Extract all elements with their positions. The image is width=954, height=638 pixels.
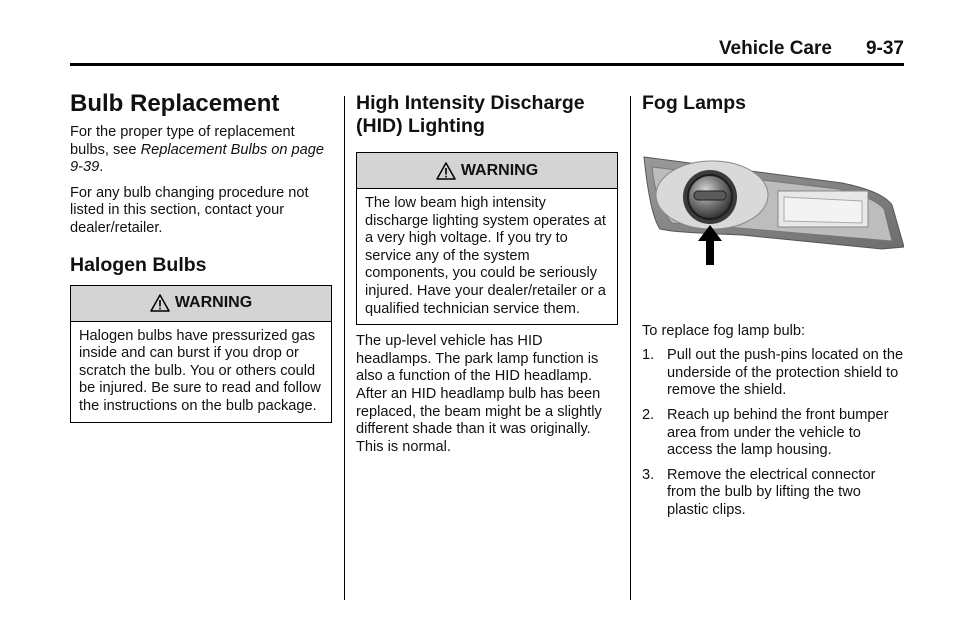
warning-icon xyxy=(436,162,456,180)
column-2 xyxy=(356,88,618,464)
hid-warning-box xyxy=(356,152,618,325)
page-header xyxy=(70,38,904,62)
step-text: Remove the electrical connector from the bulb by lifting the two plastic clips. xyxy=(667,466,876,518)
fog-steps-list xyxy=(642,347,904,519)
dealer-paragraph: For any bulb changing procedure not listed in this section, contact your dealer/retailer. xyxy=(70,184,309,236)
step-text: Reach up behind the front bumper area from under the vehicle to access the lamp housing. xyxy=(667,406,889,459)
bulb-replacement-title: Bulb Replacement xyxy=(70,90,280,117)
hid-body-paragraph: The up-level vehicle has HID headlamps. The park lamp function is also a function of the HID headlamp. After an HID headlamp bulb has been replaced, the beam might be a slightly different shade than it was originally. This is normal. xyxy=(356,333,602,455)
warning-header xyxy=(357,153,617,189)
halogen-warning-text: Halogen bulbs have pressurized gas inside and can burst if you drop or scratch the bulb. You or others could be injured. Be sure to read and follow the instructions on the bulb package. xyxy=(79,327,321,414)
column-1 xyxy=(70,88,332,431)
warning-label: WARNING xyxy=(460,161,539,179)
fog-lamp-illustration xyxy=(642,145,904,281)
list-item xyxy=(642,467,904,520)
list-item xyxy=(642,347,904,400)
column-divider-1 xyxy=(344,96,345,600)
warning-icon xyxy=(150,294,170,312)
intro-text: For the proper type of replacement bulbs, see xyxy=(70,124,295,158)
hid-lighting-title: High Intensity Discharge (HID) Lighting xyxy=(356,92,585,137)
halogen-warning-box xyxy=(70,285,332,423)
halogen-bulbs-title: Halogen Bulbs xyxy=(70,253,207,276)
step-text: Pull out the push-pins located on the underside of the protection shield to remove the shield. xyxy=(667,347,904,399)
warning-header xyxy=(71,286,331,322)
list-item xyxy=(642,407,904,460)
step-number: 1. xyxy=(642,347,655,364)
step-number: 3. xyxy=(642,466,655,483)
header-rule xyxy=(70,63,904,66)
fog-intro: To replace fog lamp bulb: xyxy=(642,322,806,339)
column-divider-2 xyxy=(630,96,631,600)
replacement-bulbs-reference: Replacement Bulbs on page 9-39 xyxy=(70,141,324,176)
hid-warning-text: The low beam high intensity discharge lighting system operates at a very high voltage. If you try to service any of the system components, you could be seriously injured. Have your dealer/retailer or a qualified technician service them. xyxy=(365,195,606,317)
column-3 xyxy=(642,88,904,527)
page-number: 9-37 xyxy=(865,38,904,59)
step-number: 2. xyxy=(642,406,655,423)
section-title: Vehicle Care xyxy=(718,38,832,59)
warning-label: WARNING xyxy=(174,294,253,312)
fog-lamps-title: Fog Lamps xyxy=(642,92,747,114)
fog-lamp-image xyxy=(642,145,904,275)
bulb-intro-paragraph xyxy=(70,124,332,177)
intro-end: . xyxy=(99,159,104,176)
